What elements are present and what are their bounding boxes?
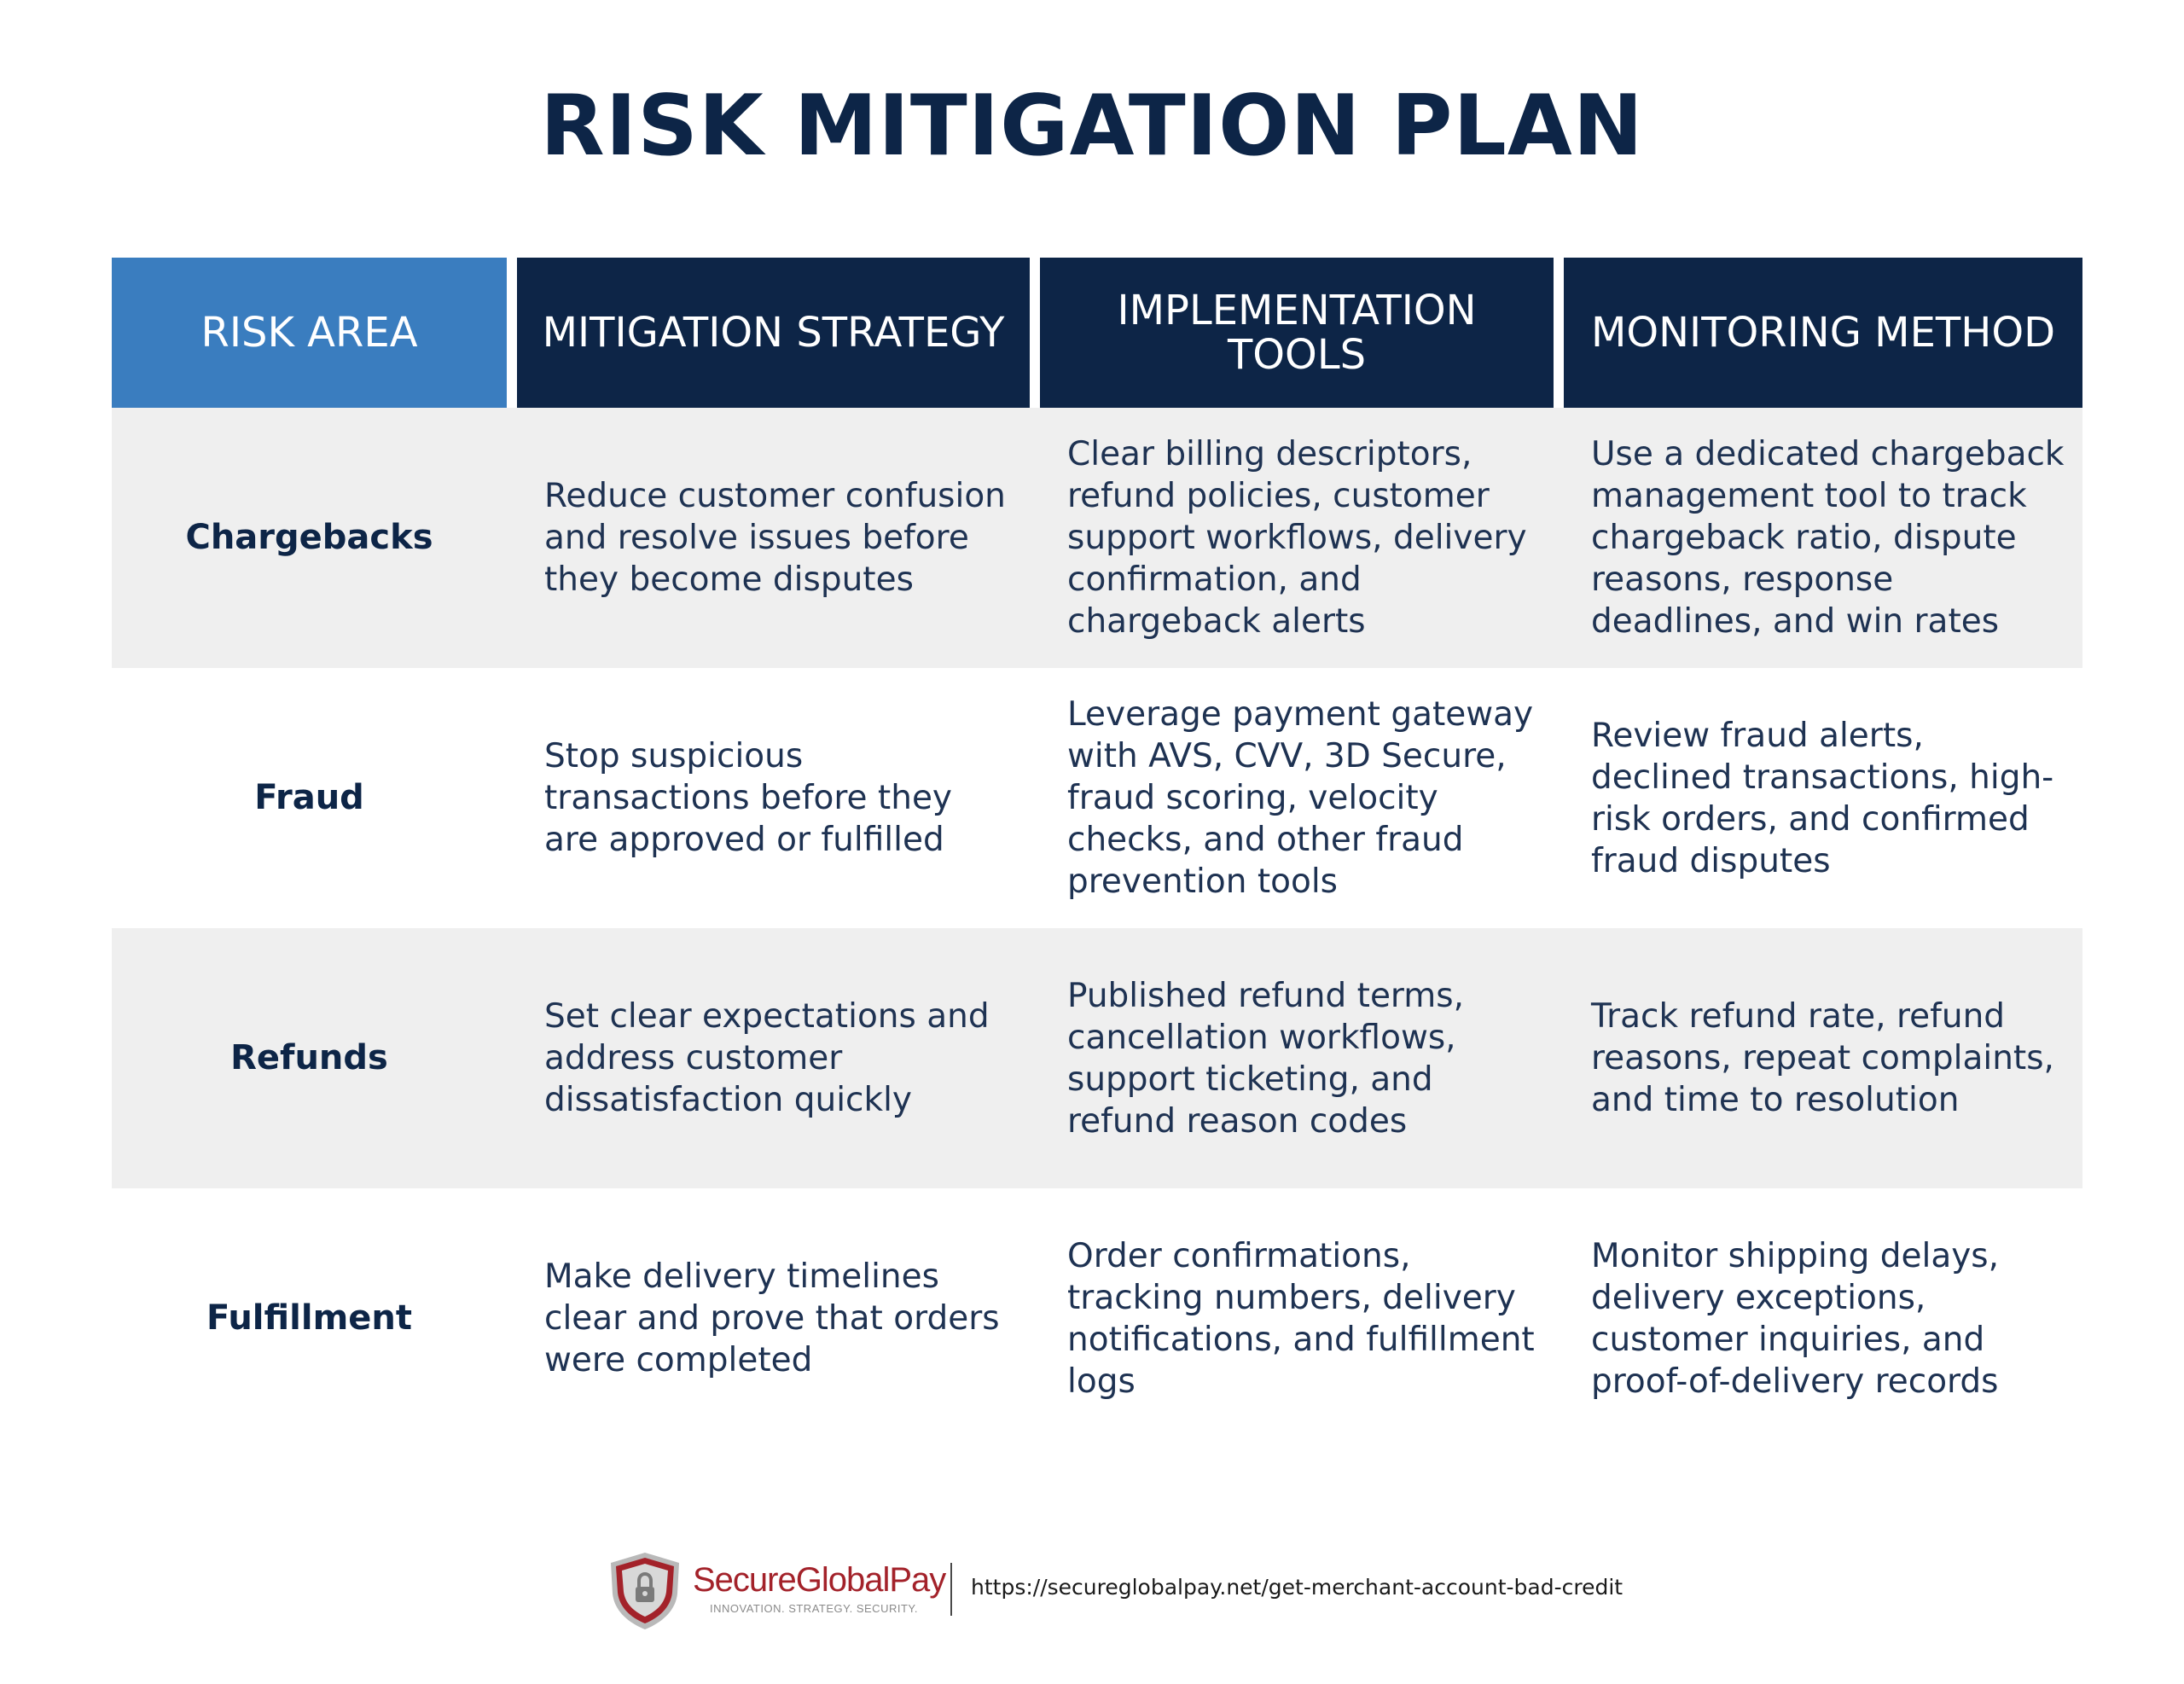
risk-area-cell: Chargebacks <box>185 518 433 557</box>
shield-lock-icon <box>606 1549 684 1631</box>
strategy-cell: Reduce customer confusion and resolve issues before they become disputes <box>544 477 1006 599</box>
risk-area-cell: Fraud <box>254 778 364 817</box>
header-monitoring-method: MONITORING METHOD <box>1564 258 2082 408</box>
tools-cell: Published refund terms, cancellation workflows, support ticketing, and refund reason codes <box>1067 976 1464 1141</box>
tools-cell: Order confirmations, tracking numbers, delivery notifications, and fulfillment logs <box>1067 1236 1535 1401</box>
tools-cell: Clear billing descriptors, refund policies, customer support workflows, delivery confirmation, and chargeback alerts <box>1067 435 1527 641</box>
brand-name-secure: Secure <box>693 1561 796 1599</box>
header-risk-area: RISK AREA <box>112 258 507 408</box>
table-row <box>112 668 2082 928</box>
risk-mitigation-table <box>112 258 2082 1449</box>
footer-url-link[interactable]: https://secureglobalpay.net/get-merchant-account-bad-credit <box>971 1575 1623 1600</box>
strategy-cell: Set clear expectations and address customer dissatisfaction quickly <box>544 997 990 1119</box>
header-mitigation-strategy: MITIGATION STRATEGY <box>517 258 1030 408</box>
risk-area-cell: Fulfillment <box>206 1298 412 1338</box>
footer-divider <box>950 1563 952 1616</box>
table-header-row <box>112 258 2082 408</box>
header-implementation-tools: IMPLEMENTATION TOOLS <box>1040 258 1554 408</box>
monitoring-cell: Review fraud alerts, declined transactions, high-risk orders, and confirmed fraud disputes <box>1591 716 2054 880</box>
brand-tagline: INNOVATION. STRATEGY. SECURITY. <box>710 1602 919 1615</box>
brand-name <box>693 1561 945 1599</box>
monitoring-cell: Use a dedicated chargeback management tool to track chargeback ratio, dispute reasons, response deadlines, and win rates <box>1591 435 2065 641</box>
monitoring-cell: Track refund rate, refund reasons, repeat complaints, and time to resolution <box>1591 997 2054 1119</box>
strategy-cell: Make delivery timelines clear and prove that orders were completed <box>544 1257 1000 1379</box>
page-title: RISK MITIGATION PLAN <box>540 78 1644 175</box>
monitoring-cell: Monitor shipping delays, delivery exceptions, customer inquiries, and proof-of-delivery records <box>1591 1236 2000 1401</box>
tools-cell: Leverage payment gateway with AVS, CVV, 3D Secure, fraud scoring, velocity checks, and other fraud prevention tools <box>1067 695 1534 901</box>
table-row <box>112 1188 2082 1449</box>
table-row <box>112 928 2082 1188</box>
table-row <box>112 408 2082 668</box>
risk-area-cell: Refunds <box>230 1038 388 1077</box>
footer <box>0 1546 2184 1631</box>
strategy-cell: Stop suspicious transactions before they are approved or fulfilled <box>544 737 953 859</box>
brand-name-globalpay: GlobalPay <box>795 1561 946 1599</box>
